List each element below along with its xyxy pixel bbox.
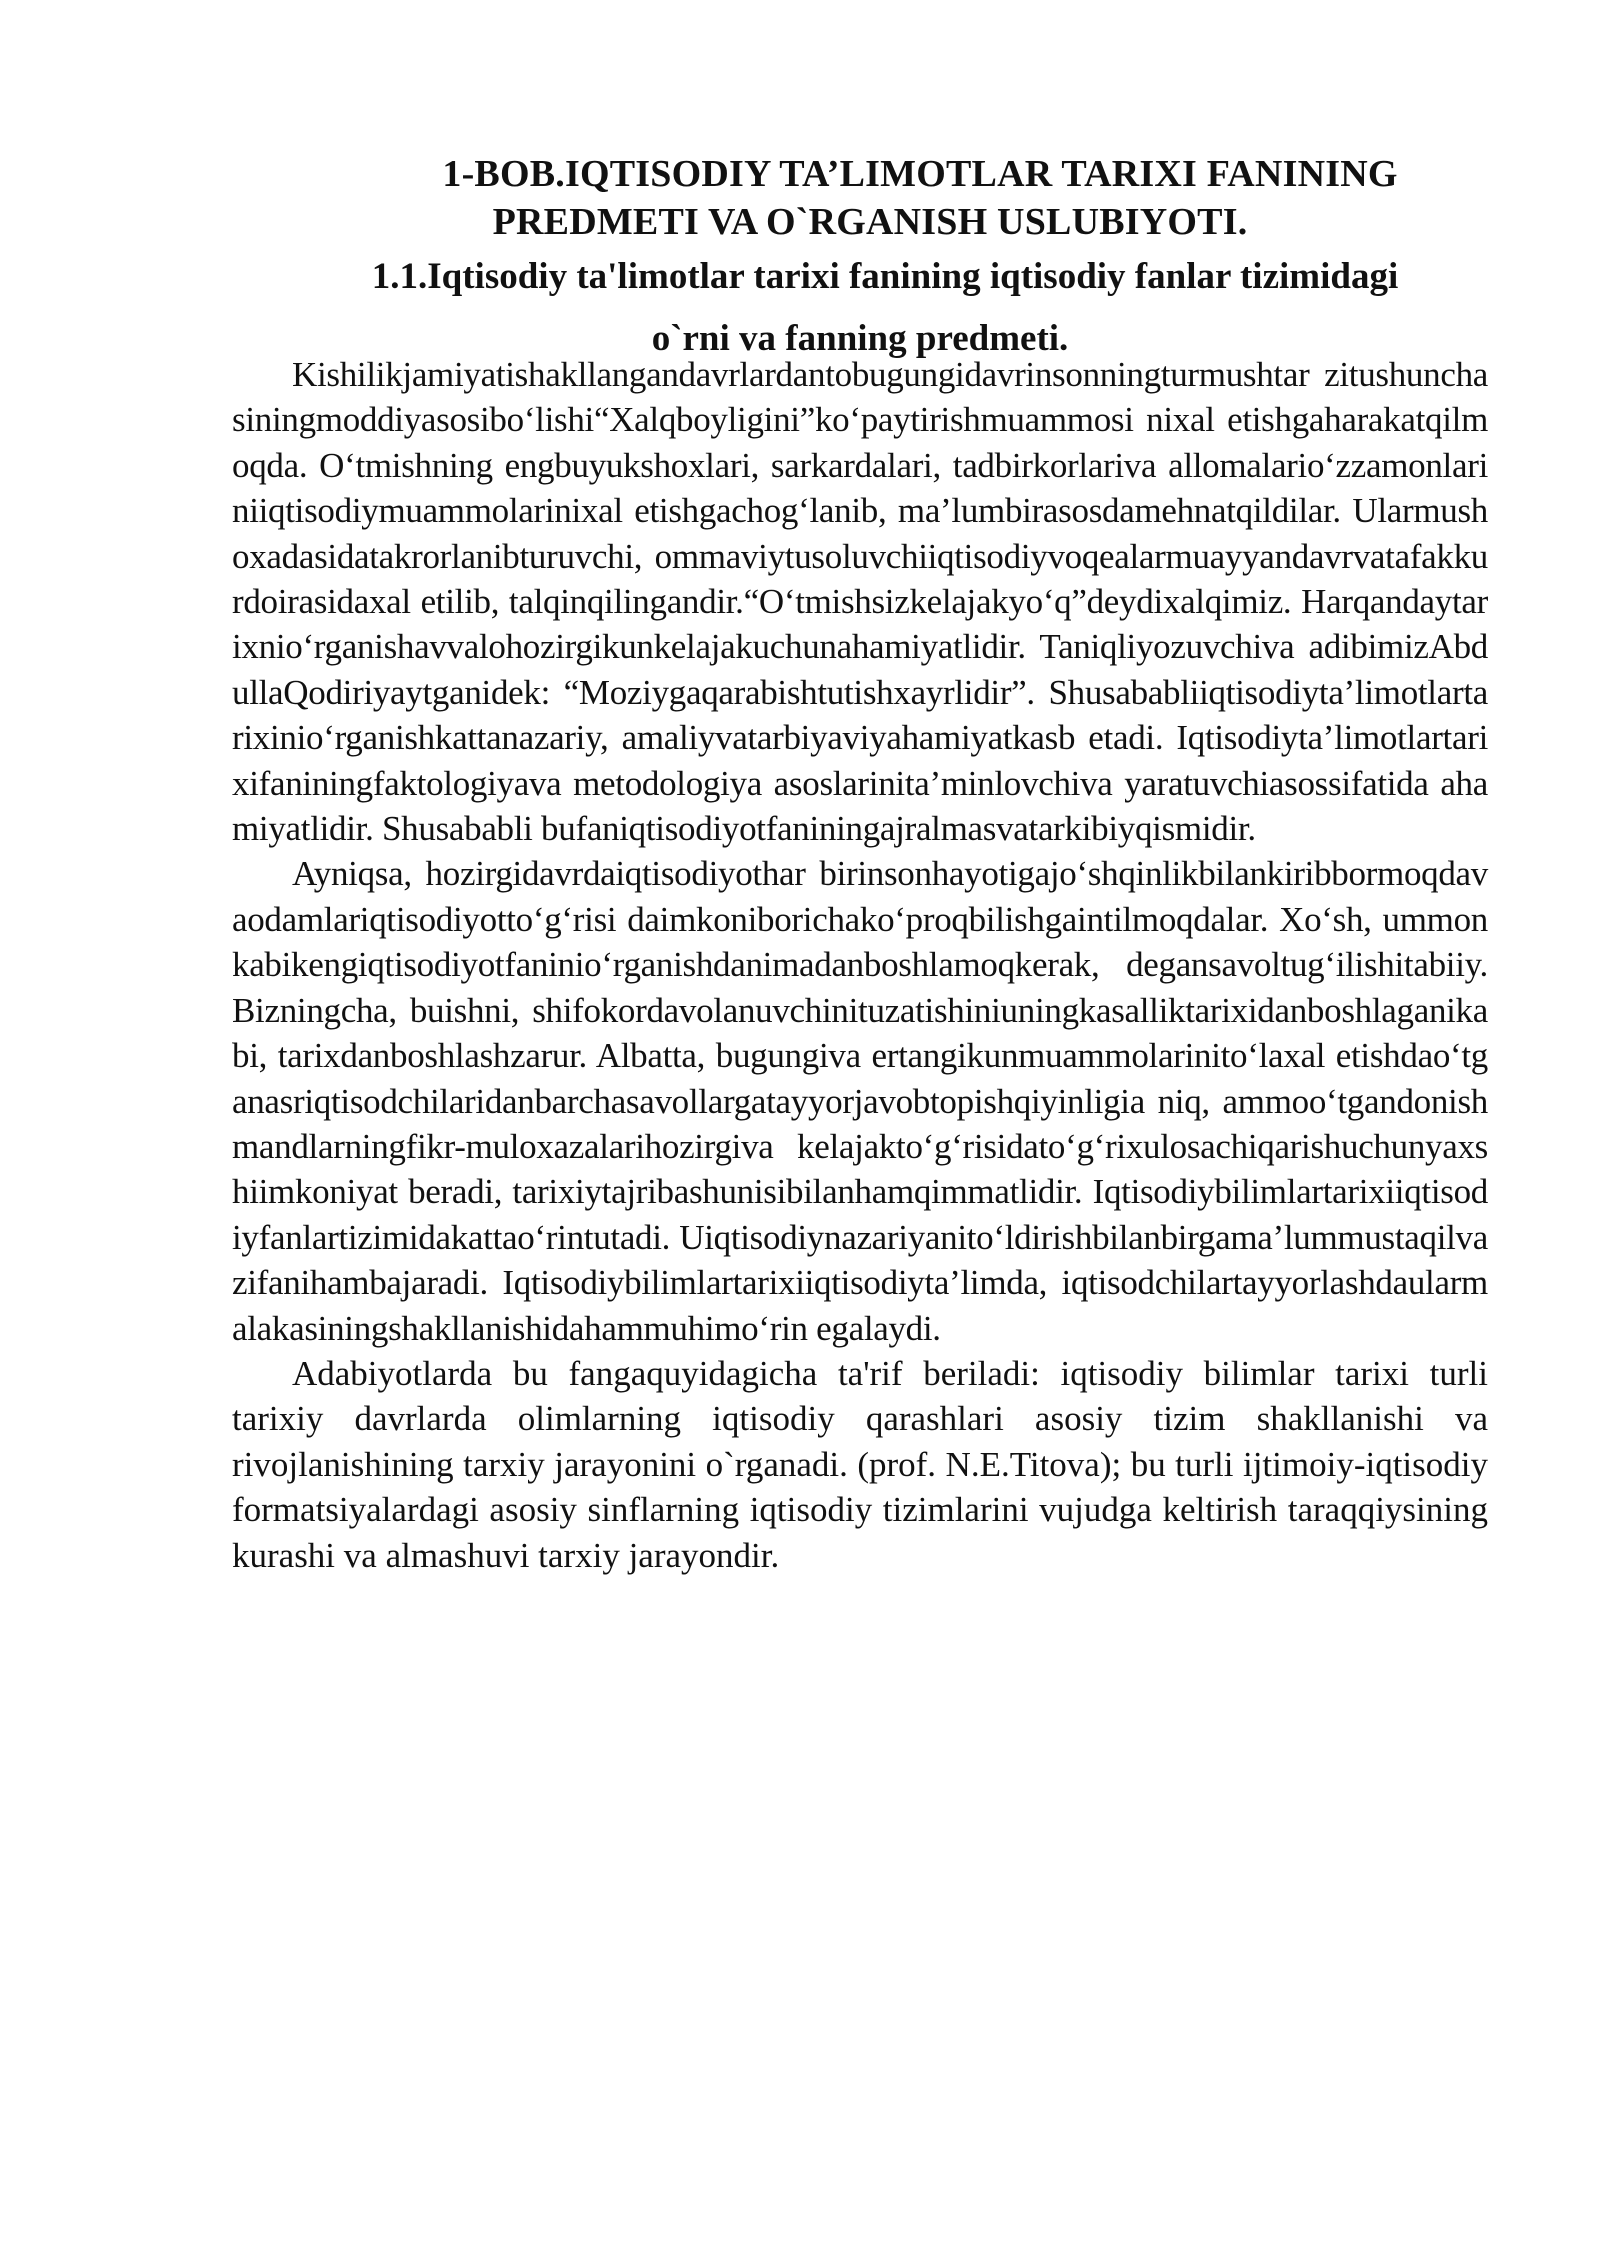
section-title-line-2: o`rni va fanning predmeti. [651, 318, 1069, 359]
title-block [232, 150, 1488, 370]
section-title-line-1: 1.1.Iqtisodiy ta'limotlar tarixi fanining iqtisodiy fanlar tizimidagi [371, 256, 1399, 297]
paragraph-2: Ayniqsa, hozirgidavrdaiqtisodiyothar birinsonhayotigajo‘shqinlikbilankiribbormoqdavaodamlariqtisodiyotto‘g‘risi daimkoniborichako‘proqbilishgaintilmoqdalar. Xo‘sh, ummonkabikengiqtisodiyotfaninio‘rganishdanimadanboshlamoqkerak, degansavoltug‘ilishitabiiy. Bizningcha, buishni, shifokordavolanuvchinituzatishiniuningkasalliktarixidanboshlaganikabi, tarixdanboshlashzarur. Albatta, bugungiva ertangikunmuammolarinito‘laxal etishdao‘tganasriqtisodchilaridanbarchasavollargatayyorjavobtopishqiyinligia niq, ammoo‘tgandonishmandlarningfikr-muloxazalarihozirgiva kelajakto‘g‘risidato‘g‘rixulosachiqarishuchunyaxshiimkoniyat beradi, tarixiytajribashunisibilanhamqimmatlidir. Iqtisodiybilimlartarixiiqtisodiyfanlartizimidakattao‘rintutadi. Uiqtisodiynazariyanito‘ldirishbilanbirgama’lummustaqilvazifanihambajaradi. Iqtisodiybilimlartarixiiqtisodiyta’limda, iqtisodchilartayyorlashdaularmalakasiningshakllanishidahammuhimo‘rin egalaydi. [232, 854, 1488, 1348]
paragraph-3: Adabiyotlarda bu fangaquyidagicha ta'rif beriladi: iqtisodiy bilimlar tarixi turli tarixiy davrlarda olimlarning iqtisodiy qarashlari asosiy tizim shakllanishi va rivojlanishining tarxiy jarayonini o`rganadi. (prof. N.E.Titova); bu turli ijtimoiy-iqtisodiy formatsiyalardagi asosiy sinflarning iqtisodiy tizimlarini vujudga keltirish taraqqiysining kurashi va almashuvi tarxiy jarayondir. [232, 1353, 1488, 1575]
paragraph-1: Kishilikjamiyatishakllangandavrlardantobugungidavrinsonningturmushtar zitushunchasiningmoddiyasosibo‘lishi“Xalqboyligini”ko‘paytirishmuammosi nixal etishgaharakatqilmoqda. O‘tmishning engbuyukshoxlari, sarkardalari, tadbirkorlariva allomalario‘zzamonlariniiqtisodiymuammolarinixal etishgachog‘lanib, ma’lumbirasosdamehnatqildilar. Ularmushoxadasidatakrorlanibturuvchi, ommaviytusoluvchiiqtisodiyvoqealarmuayyandavrvatafakkurdoirasidaxal etilib, talqinqilingandir.“O‘tmishsizkelajakyo‘q”deydixalqimiz. Harqandaytarixnio‘rganishavvalohozirgikunkelajakuchunahamiyatlidir. Taniqliyozuvchiva adibimizAbdullaQodiriyaytganidek: “Moziygaqarabishtutishxayrlidir”. Shusababliiqtisodiyta’limotlartarixinio‘rganishkattanazariy, amaliyvatarbiyaviyahamiyatkasb etadi. Iqtisodiyta’limotlartarixifaniningfaktologiyava metodologiya asoslarinita’minlovchiva yaratuvchiasossifatida ahamiyatlidir. Shusababli bufaniqtisodiyotfaniningajralmasvatarkibiyqismidir. [232, 355, 1488, 849]
chapter-title-line-2: PREDMETI VA O`RGANISH USLUBIYOTI. [492, 201, 1248, 243]
chapter-title-line-1: 1-BOB.IQTISODIY TA’LIMOTLAR TARIXI FANINING [442, 153, 1398, 195]
chapter-title [232, 150, 1488, 246]
body-text [232, 352, 1488, 1578]
